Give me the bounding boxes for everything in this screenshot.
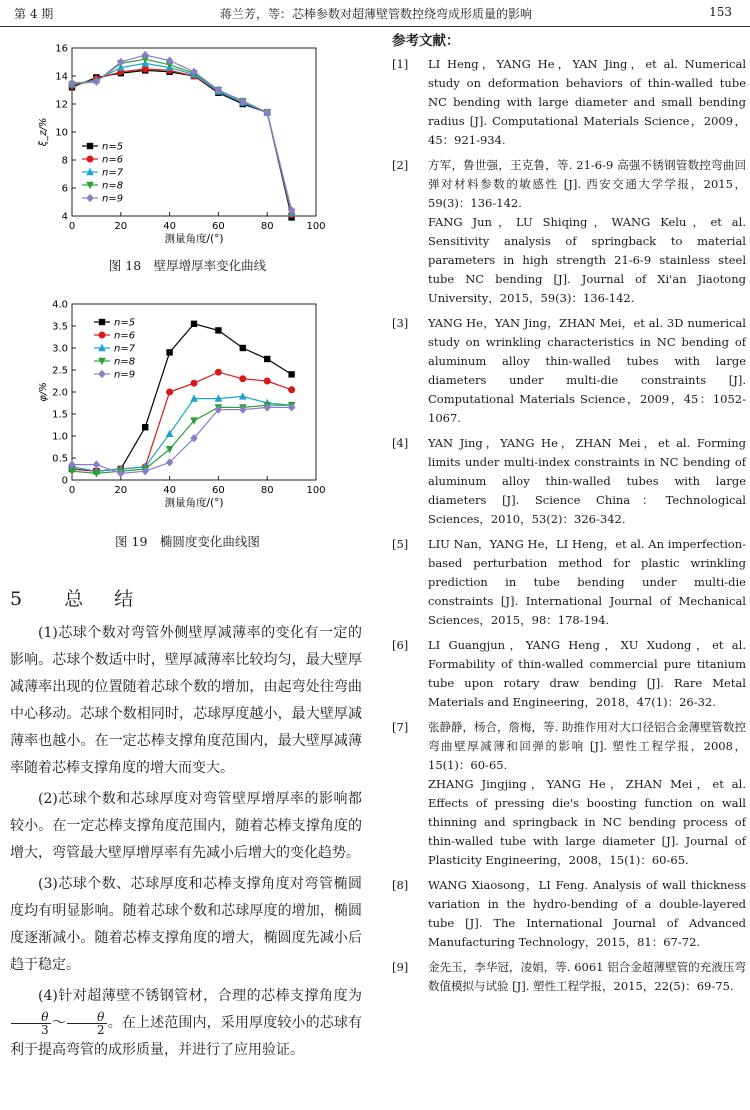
y-tick-label: 1.5 [52, 409, 68, 421]
x-tick-label: 80 [260, 221, 274, 232]
x-tick-label: 100 [306, 221, 326, 232]
reference-text: YANG He，YAN Jing，ZHAN Mei，et al. 3D numerical study on wrinkling characteristics in NC bending of aluminum alloy thin-walled tubes with large diameters under multi-die constraints [J]. Computational Materials Science，2009，45：1052-1067. [428, 316, 746, 425]
data-point [215, 327, 221, 333]
reference-item [392, 314, 746, 428]
legend-label: n=8 [102, 180, 124, 192]
x-tick-label: 20 [114, 221, 128, 232]
data-point [288, 386, 295, 393]
series-line [72, 407, 292, 473]
reference-text: LI Guangjun，YANG Heng，XU Xudong，et al. Formability of thin-walled commercial pure titanium tube upon rotary draw bending [J]. Rare Metal Materials and Engineering，2018，47(1)：26-32. [428, 638, 746, 709]
data-point [288, 371, 294, 377]
reference-number: [7] [392, 720, 409, 734]
reference-number: [6] [392, 638, 409, 652]
reference-item [392, 535, 746, 630]
series-line [72, 324, 292, 471]
legend-marker [87, 143, 93, 149]
data-point [191, 321, 197, 327]
references-title: 参考文献： [392, 33, 460, 49]
fraction-theta-3: $\frac{\theta}{3}$ [11, 1011, 51, 1036]
y-tick-label: 2.0 [52, 387, 68, 399]
reference-number: [2] [392, 158, 409, 172]
wall-thickening-chart [20, 36, 340, 246]
legend-marker [99, 319, 105, 325]
figure-18 [20, 36, 340, 250]
reference-item [392, 55, 746, 150]
y-tick-label: 2.5 [52, 365, 68, 377]
reference-number: [5] [392, 537, 409, 551]
x-tick-label: 100 [306, 485, 326, 496]
series-line [72, 369, 292, 471]
legend-label: n=9 [102, 193, 124, 205]
reference-item [392, 434, 746, 529]
legend-label: n=8 [114, 356, 136, 368]
y-tick-label: 1.0 [52, 431, 68, 443]
x-tick-label: 80 [260, 485, 274, 496]
reference-text: LIU Nan，YANG He，LI Heng，et al. An imperfection-based perturbation method for plastic wrinkling prediction in tube bending under multi-die constraints [J]. International Journal of Mechanical Sciences，2015，98：178-194. [428, 537, 746, 627]
legend-label: n=6 [114, 330, 136, 342]
conclusion-4-text: (4)针对超薄壁不锈钢管材，合理的芯棒支撑角度为 [38, 988, 362, 1004]
legend-label: n=6 [102, 154, 124, 166]
range-tilde: ～ [51, 1015, 66, 1031]
reference-item [392, 958, 746, 996]
figure-19-caption: 图 19 椭圆度变化曲线图 [115, 534, 260, 549]
data-point [239, 375, 246, 382]
reference-item [392, 636, 746, 712]
data-point [93, 460, 100, 468]
y-axis-label: φ/% [38, 382, 49, 402]
reference-number: [8] [392, 878, 409, 892]
y-tick-label: 4 [61, 211, 68, 223]
x-axis-label: 测量角度/(°) [164, 233, 224, 245]
y-tick-label: 12 [55, 99, 68, 111]
conclusion-1: (1)芯球个数对弯管外侧壁厚减薄率的变化有一定的影响。芯球个数适中时，壁厚减薄率比较均匀，最大壁厚减薄率出现的位置随着芯球个数的增加，由起弯处往弯曲中心移动。芯球个数相同时，芯球厚度越小，最大壁厚减薄率也越小。在一定芯棒支撑角度范围内，最大壁厚减薄率随着芯棒支撑角度的增大而变大。 [10, 625, 362, 776]
reference-text: 张静静，杨合，詹梅，等. 助推作用对大口径铝合金薄壁管数控弯曲壁厚减薄和回弹的影响 [J]. 塑性工程学报，2008，15(1)：60-65. [428, 720, 746, 772]
x-tick-label: 0 [68, 221, 76, 232]
x-tick-label: 20 [114, 485, 128, 496]
section-title: 总 结 [64, 588, 140, 610]
x-tick-label: 40 [163, 221, 176, 232]
y-tick-label: 3.0 [52, 343, 68, 355]
x-tick-label: 0 [68, 485, 76, 496]
y-tick-label: 6 [61, 183, 68, 195]
fraction-theta-2: $\frac{\theta}{2}$ [67, 1011, 107, 1036]
data-point [240, 345, 246, 351]
running-title: 蒋兰芳，等：芯棒参数对超薄壁管数控绕弯成形质量的影响 [220, 7, 533, 21]
issue-number: 第 4 期 [14, 7, 54, 21]
reference-text: LI Heng，YANG He，YAN Jing，et al. Numerical study on deformation behaviors of thin-walled tube NC bending with large diameter and small bending radius [J]. Computational Materials Science，2009，45：921-934. [428, 57, 746, 147]
y-tick-label: 4.0 [52, 299, 68, 311]
legend-label: n=9 [114, 369, 136, 381]
reference-number: [9] [392, 960, 409, 974]
legend-marker [87, 156, 94, 163]
legend-marker [99, 332, 106, 339]
y-tick-label: 8 [61, 155, 68, 167]
page-number: 153 [709, 5, 732, 19]
reference-number: [3] [392, 316, 409, 330]
data-point [191, 380, 198, 387]
figure-19 [20, 292, 340, 516]
legend-marker [86, 194, 93, 202]
legend-label: n=7 [114, 343, 136, 355]
plot-frame [72, 304, 316, 480]
data-point [142, 424, 148, 430]
section-number: 5 [10, 588, 29, 610]
data-point [215, 369, 222, 376]
legend-label: n=7 [102, 167, 124, 179]
conclusion-2: (2)芯球个数和芯球厚度对弯管壁厚增厚率的影响都较小。在一定芯棒支撑角度范围内，随着芯棒支撑角度的增大，弯管最大壁厚增厚率有先减小后增大的变化趋势。 [10, 791, 362, 861]
conclusion-3: (3)芯球个数、芯球厚度和芯棒支撑角度对弯管椭圆度均有明显影响。随着芯球个数和芯球厚度的增加，椭圆度逐渐减小。随着芯棒支撑角度的增大，椭圆度先减小后趋于稳定。 [10, 876, 362, 973]
legend-label: n=5 [102, 141, 124, 153]
reference-text-translation: FANG Jun，LU Shiqing，WANG Kelu，et al. Sensitivity analysis of springback to material parameters in high strength 21-6-9 stainless steel tube NC bending [J]. Journal of Xi'an Jiaotong University，2015，59(3)：136-142. [428, 215, 746, 305]
references [392, 32, 746, 1002]
x-tick-label: 40 [163, 485, 176, 496]
reference-text: YAN Jing，YANG He，ZHAN Mei，et al. Forming limits under multi-index constraints in NC bending of aluminum alloy thin-walled tubes with large diameters [J]. Science China：Technological Sciences，2010，53(2)：326-342. [428, 436, 746, 526]
conclusions [10, 620, 362, 1068]
page-header [0, 0, 750, 27]
data-point [166, 389, 173, 396]
y-tick-label: 0 [61, 475, 68, 487]
data-point [166, 349, 172, 355]
data-point [166, 446, 174, 453]
conclusion-4-tail: 。在上述范围内，采用厚度较小的芯球有利于提高弯管的成形质量，并进行了应用验证。 [10, 1015, 363, 1058]
reference-text-translation: ZHANG Jingjing，YANG He，ZHAN Mei，et al. Effects of pressing die's boosting function on wall thinning and springback in NC bending process of thin-walled tube with large diameter [J]. Journal of Plasticity Engineering，2008，15(1)：60-65. [428, 777, 746, 867]
data-point [264, 378, 271, 385]
reference-number: [1] [392, 57, 409, 71]
y-tick-label: 14 [55, 71, 68, 83]
y-tick-label: 3.5 [52, 321, 68, 333]
x-axis-label: 测量角度/(°) [164, 497, 224, 509]
legend-marker [98, 370, 105, 378]
reference-text: 方军，鲁世强，王克鲁，等. 21-6-9 高强不锈钢管数控弯曲回弹对材料参数的敏感性 [J]. 西安交通大学学报，2015，59(3)：136-142. [428, 158, 746, 210]
figure-18-caption: 图 18 壁厚增厚率变化曲线 [108, 258, 267, 273]
y-axis-label: ξ_z/% [38, 117, 49, 147]
reference-item [392, 876, 746, 952]
data-point [239, 392, 247, 399]
conclusion-4 [10, 983, 362, 1064]
reference-number: [4] [392, 436, 409, 450]
reference-item [392, 718, 746, 870]
x-tick-label: 60 [212, 485, 225, 496]
x-tick-label: 60 [212, 221, 225, 232]
ovality-chart [20, 292, 340, 512]
y-tick-label: 16 [55, 43, 68, 55]
data-point [264, 356, 270, 362]
y-tick-label: 10 [55, 127, 68, 139]
reference-item [392, 156, 746, 308]
section-heading [10, 584, 139, 611]
reference-text: 金先玉，李华冠，凌娟，等. 6061 铝合金超薄壁管的充液压弯数值模拟与试验 [J]. 塑性工程学报，2015，22(5)：69-75. [428, 960, 746, 993]
legend-label: n=5 [114, 317, 136, 329]
y-tick-label: 0.5 [52, 453, 68, 465]
reference-text: WANG Xiaosong，LI Feng. Analysis of wall thickness variation in the hydro-bending of a double-layered tube [J]. The International Journal of Advanced Manufacturing Technology，2015，81：67-72. [428, 878, 746, 949]
reference-list [392, 55, 746, 996]
